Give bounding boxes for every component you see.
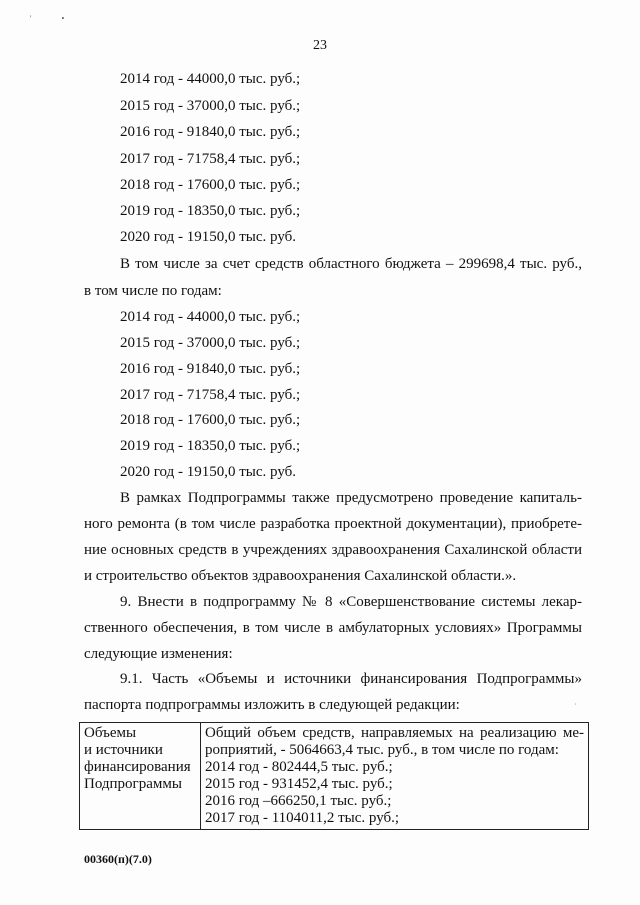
table-cell-value: Общий объем средств, направляемых на реализацию ме- роприятий, - 5064663,4 тыс. руб., в том числе по годам: 2014 год - 802444,5 тыс. руб.; 2015 год - 931452,4 тыс. руб.; 2016 год –666250,1 тыс. руб.; 2017 год - 1104011,2 тыс. руб.; [201, 723, 589, 830]
financing-table [79, 722, 589, 830]
list-item: 2016 год - 91840,0 тыс. руб.; [120, 361, 301, 377]
page-number: 23 [313, 38, 327, 53]
scan-marks: ' • [30, 14, 65, 23]
paragraph-line: и строительство объектов здравоохранения Сахалинской области.». [84, 568, 517, 584]
paragraph-line: В рамках Подпрограммы также предусмотрено проведение капиталь- [120, 490, 582, 506]
list-item: 2019 год - 18350,0 тыс. руб.; [120, 438, 301, 454]
paragraph-line: паспорта подпрограммы изложить в следующей редакции: [84, 697, 460, 713]
list-item: 2016 год - 91840,0 тыс. руб.; [120, 124, 301, 140]
list-item: 2018 год - 17600,0 тыс. руб.; [120, 412, 301, 428]
paragraph-line: ственного обеспечения, в том числе в амбулаторных условиях» Программы [84, 620, 582, 636]
list-item: 2017 год - 71758,4 тыс. руб.; [120, 151, 301, 167]
list-item: 2019 год - 18350,0 тыс. руб.; [120, 203, 301, 219]
paragraph-line: 9. Внести в подпрограмму № 8 «Совершенствование системы лекар- [120, 594, 582, 610]
table-row [80, 723, 589, 830]
paragraph-line: 9.1. Часть «Объемы и источники финансирования Подпрограммы» [120, 671, 582, 687]
list-item: 2014 год - 44000,0 тыс. руб.; [120, 309, 301, 325]
paragraph-line: ние основных средств в учреждениях здравоохранения Сахалинской области [84, 542, 582, 558]
list-item: 2015 год - 37000,0 тыс. руб.; [120, 98, 301, 114]
list-item: 2014 год - 44000,0 тыс. руб.; [120, 71, 301, 87]
list-item: 2015 год - 37000,0 тыс. руб.; [120, 335, 301, 351]
list-item: 2017 год - 71758,4 тыс. руб.; [120, 387, 301, 403]
list-item: 2018 год - 17600,0 тыс. руб.; [120, 177, 301, 193]
document-code: 00360(п)(7.0) [84, 852, 152, 866]
table-cell-label: Объемы и источники финансирования Подпрограммы [80, 723, 201, 830]
regional-budget-line2: в том числе по годам: [84, 283, 222, 299]
regional-budget-line: В том числе за счет средств областного бюджета – 299698,4 тыс. руб., [120, 256, 582, 272]
scan-speck: · [574, 700, 577, 709]
paragraph-line: ного ремонта (в том числе разработка проектной документации), приобрете- [84, 516, 582, 532]
list-item: 2020 год - 19150,0 тыс. руб. [120, 464, 297, 480]
list-item: 2020 год - 19150,0 тыс. руб. [120, 229, 297, 245]
paragraph-line: следующие изменения: [84, 646, 233, 662]
